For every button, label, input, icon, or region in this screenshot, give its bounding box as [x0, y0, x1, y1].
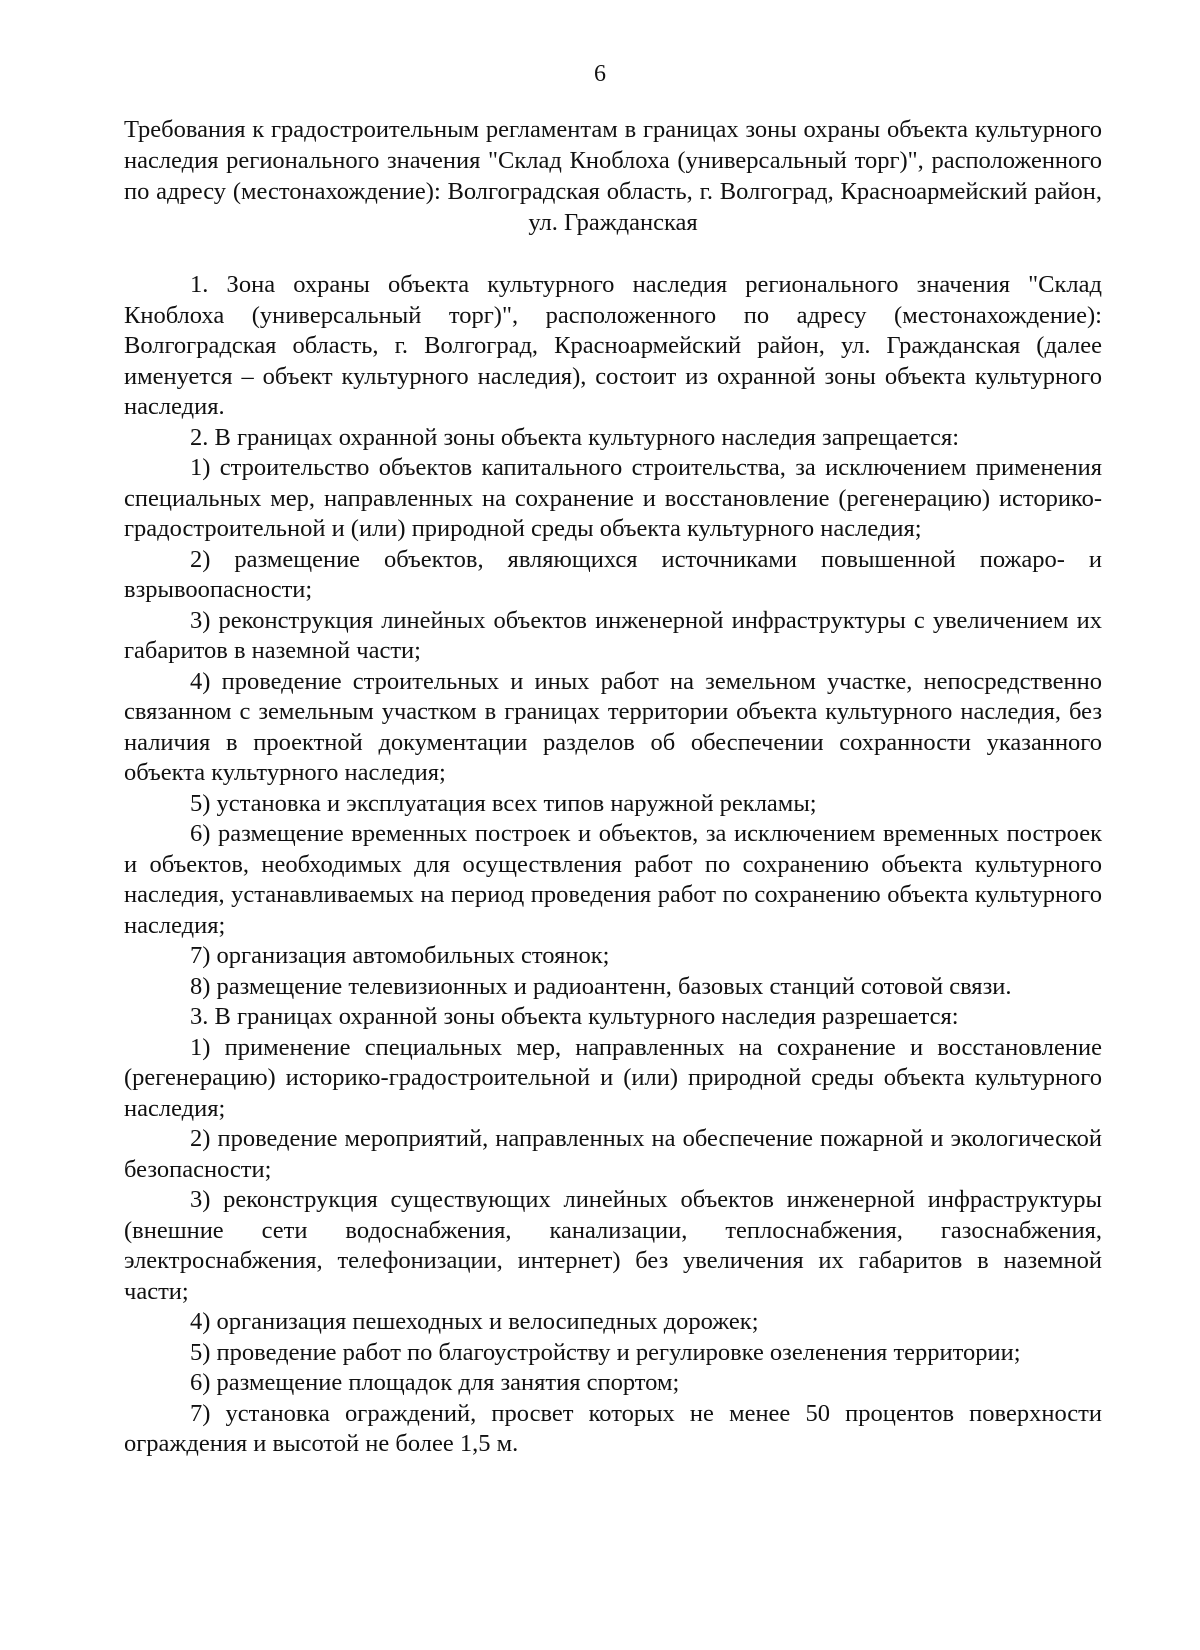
list-item: 3) реконструкция существующих линейных объектов инженерной инфраструктуры (внешние сети водоснабжения, канализации, теплоснабжения, газоснабжения, электроснабжения, телефонизации, интернет) без увеличения их габаритов в наземной части; [124, 1186, 1102, 1305]
list-item: 2) размещение объектов, являющихся источниками повышенной пожаро- и взрывоопасности; [124, 545, 1102, 603]
list-item: 5) проведение работ по благоустройству и регулировке озеленения территории; [190, 1338, 1021, 1366]
list-item: 3) реконструкция линейных объектов инженерной инфраструктуры с увеличением их габаритов в наземной части; [124, 606, 1102, 664]
document-body [124, 270, 1102, 1460]
paragraph: 2. В границах охранной зоны объекта культурного наследия запрещается: [190, 423, 960, 451]
list-item: 2) проведение мероприятий, направленных на обеспечение пожарной и экологической безопасности; [124, 1125, 1102, 1183]
page-number: 6 [594, 61, 606, 87]
list-item: 6) размещение площадок для занятия спортом; [190, 1369, 680, 1396]
paragraph: 1. Зона охраны объекта культурного наследия регионального значения "Склад Кноблоха (универсальный торг)", расположенного по адресу (местонахождение): Волгоградская область, г. Волгоград, Красноармейский район, ул. Гражданская (далее именуется – объект культурного наследия), состоит из охранной зоны объекта культурного наследия. [124, 271, 1102, 420]
list-item: 8) размещение телевизионных и радиоантенн, базовых станций сотовой связи. [190, 972, 1012, 1000]
list-item: 1) строительство объектов капитального строительства, за исключением применения специальных мер, направленных на сохранение и восстановление (регенерацию) историко-градостроительной и (или) природной среды объекта культурного наследия; [124, 454, 1102, 542]
list-item: 4) проведение строительных и иных работ на земельном участке, непосредственно связанном с земельным участком в границах территории объекта культурного наследия, без наличия в проектной документации разделов об обеспечении сохранности указанного объекта культурного наследия; [124, 667, 1102, 786]
list-item: 4) организация пешеходных и велосипедных дорожек; [190, 1308, 759, 1335]
paragraph: 3. В границах охранной зоны объекта культурного наследия разрешается: [190, 1003, 959, 1030]
list-item: 5) установка и эксплуатация всех типов наружной рекламы; [190, 789, 817, 817]
list-item: 7) организация автомобильных стоянок; [190, 942, 610, 969]
list-item: 1) применение специальных мер, направленных на сохранение и восстановление (регенерацию) историко-градостроительной и (или) природной среды объекта культурного наследия; [124, 1033, 1102, 1122]
document-title: Требования к градостроительным регламентам в границах зоны охраны объекта культурного наследия регионального значения "Склад Кноблоха (универсальный торг)", расположенного по адресу (местонахождение): Волгоградская область, г. Волгоград, Красноармейский район, ул. Гражданская [124, 116, 1102, 236]
list-item: 6) размещение временных построек и объектов, за исключением временных построек и объектов, необходимых для осуществления работ по сохранению объекта культурного наследия, устанавливаемых на период проведения работ по сохранению объекта культурного наследия; [124, 820, 1102, 939]
list-item: 7) установка ограждений, просвет которых не менее 50 процентов поверхности ограждения и высотой не более 1,5 м. [124, 1399, 1102, 1457]
